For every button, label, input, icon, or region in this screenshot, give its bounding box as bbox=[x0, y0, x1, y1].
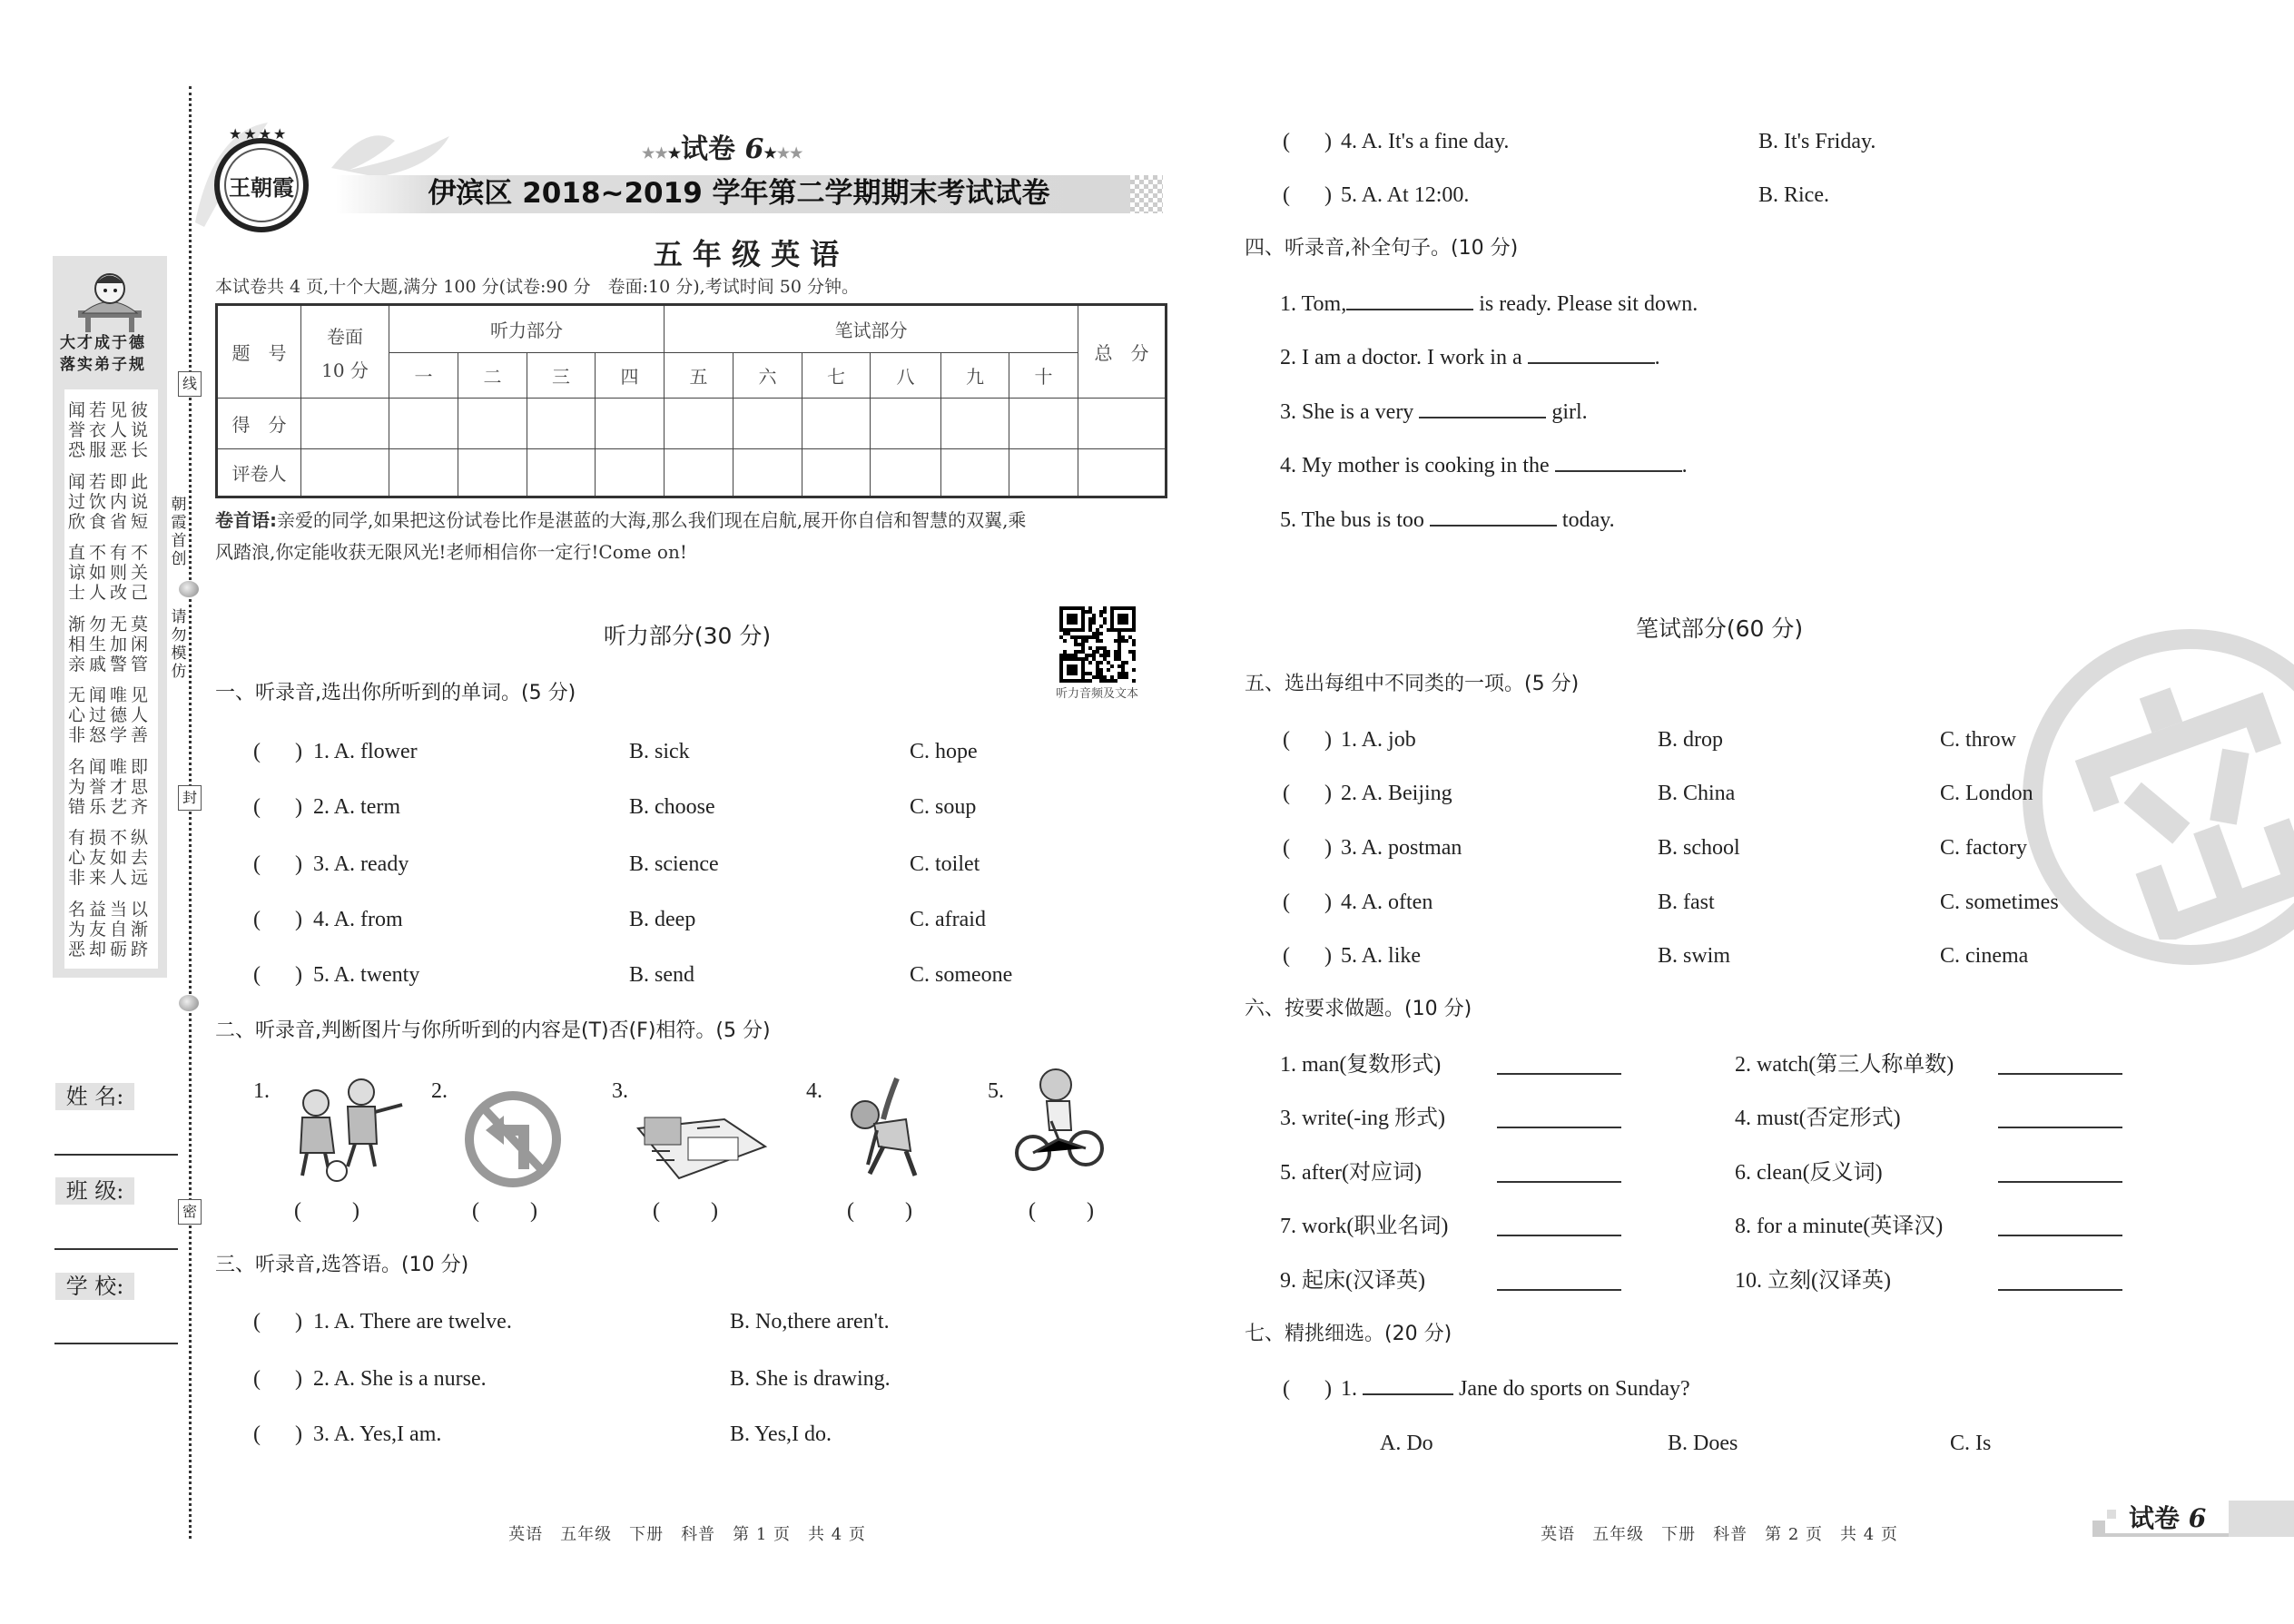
section-5-heading: 五、选出每组中不同类的一项。(5 分) bbox=[1245, 673, 1580, 695]
answer-bracket[interactable]: ( ) bbox=[253, 852, 302, 876]
name-label: 姓 名: bbox=[55, 1083, 134, 1110]
score-cell[interactable] bbox=[458, 399, 527, 449]
poem-line: 誉衣人说 bbox=[68, 420, 153, 440]
sentence-end: is ready. Please sit down. bbox=[1473, 292, 1698, 316]
question-number: 5. bbox=[1341, 183, 1357, 207]
option-c: C. someone bbox=[910, 963, 1013, 987]
poem-stanza bbox=[68, 543, 157, 603]
score-cell[interactable] bbox=[1078, 449, 1167, 497]
star-icon: ★ bbox=[667, 144, 682, 162]
answer-bracket[interactable]: ( ) bbox=[1029, 1199, 1094, 1223]
score-cell[interactable] bbox=[802, 449, 871, 497]
poem-line: 过饮内说 bbox=[68, 491, 153, 512]
option-a: A. ready bbox=[333, 852, 409, 876]
transform-prompt: 6. clean(反义词) bbox=[1735, 1161, 1883, 1185]
column-header: 三 bbox=[527, 353, 596, 399]
question-number: 4. bbox=[313, 908, 330, 931]
section-7-heading: 七、精挑细选。(20 分) bbox=[1245, 1323, 1452, 1345]
section-3-heading: 三、听录音,选答语。(10 分) bbox=[215, 1254, 469, 1276]
option-b: B. It's Friday. bbox=[1758, 130, 1876, 153]
option-c: C. soup bbox=[910, 795, 977, 819]
motto-panel bbox=[53, 256, 167, 978]
score-cell[interactable] bbox=[941, 449, 1009, 497]
poem-line: 欣食省短 bbox=[68, 511, 153, 532]
fill-in-sentence bbox=[1280, 509, 1615, 531]
question-row bbox=[1341, 837, 1462, 859]
poem-line: 相生加闲 bbox=[68, 634, 153, 655]
score-cell[interactable] bbox=[941, 399, 1009, 449]
score-cell[interactable] bbox=[1009, 399, 1078, 449]
poem-line: 闻若见彼 bbox=[68, 400, 153, 420]
paper-number-value: 6 bbox=[744, 133, 764, 165]
question-number: 3. bbox=[313, 1422, 330, 1446]
seal-mark-secret: 密 bbox=[178, 1199, 202, 1225]
footer-page-1: 英语 五年级 下册 科普 第 1 页 共 4 页 bbox=[508, 1525, 866, 1544]
column-header: 一 bbox=[389, 353, 458, 399]
column-header: 八 bbox=[871, 353, 941, 399]
row-label: 评卷人 bbox=[217, 449, 301, 497]
option-a: A. At 12:00. bbox=[1361, 183, 1470, 207]
subject-title: 五 年 级 英 语 bbox=[653, 237, 840, 271]
poem-line: 为友自渐 bbox=[68, 919, 153, 940]
question-number: 4. bbox=[1341, 130, 1357, 153]
fill-in-sentence bbox=[1280, 293, 1698, 315]
answer-bracket[interactable]: ( ) bbox=[1283, 836, 1332, 860]
poem-stanza bbox=[68, 472, 157, 532]
answer-bracket[interactable]: ( ) bbox=[253, 908, 302, 931]
option-b: B. send bbox=[629, 963, 694, 987]
boy-riding-bike-icon bbox=[1015, 1067, 1106, 1180]
transform-prompt: 2. watch(第三人称单数) bbox=[1735, 1053, 1954, 1077]
banner-checker bbox=[1130, 175, 1163, 213]
score-cell[interactable] bbox=[527, 449, 596, 497]
poem-line: 非怒学善 bbox=[68, 725, 153, 745]
option-a: A. like bbox=[1361, 944, 1422, 968]
column-header: 四 bbox=[596, 353, 665, 399]
option-b: B. science bbox=[629, 852, 719, 876]
section-4-heading: 四、听录音,补全句子。(10 分) bbox=[1245, 237, 1519, 260]
tab-label bbox=[2129, 1503, 2207, 1533]
question-number: 1. bbox=[313, 1310, 330, 1334]
logo-seal bbox=[214, 127, 309, 232]
option-a: A. She is a nurse. bbox=[333, 1367, 487, 1391]
score-cell[interactable] bbox=[389, 449, 458, 497]
question-row bbox=[1341, 945, 1421, 967]
option-c: C. hope bbox=[910, 740, 978, 763]
question-row bbox=[1341, 782, 1452, 804]
tab-label-text: 试卷 bbox=[2129, 1503, 2181, 1533]
question-row bbox=[313, 1423, 441, 1445]
watermark-seal bbox=[2023, 629, 2294, 965]
option-c: C. toilet bbox=[910, 852, 980, 876]
option-a: A. term bbox=[333, 795, 400, 819]
question-row bbox=[313, 853, 409, 875]
option-a: A. There are twelve. bbox=[333, 1310, 512, 1334]
option-b: B. deep bbox=[629, 908, 696, 931]
question-number: 1. bbox=[1341, 1377, 1357, 1401]
score-cell[interactable] bbox=[733, 449, 802, 497]
scholar-mascot-icon bbox=[69, 263, 151, 336]
answer-bracket[interactable]: ( ) bbox=[1283, 891, 1332, 914]
answer-line[interactable] bbox=[1998, 1073, 2122, 1075]
answer-bracket[interactable]: ( ) bbox=[294, 1199, 359, 1223]
poem-line: 名益当以 bbox=[68, 899, 153, 920]
score-cell[interactable] bbox=[527, 399, 596, 449]
poem-line: 恐服恶长 bbox=[68, 440, 153, 460]
sentence-end: girl. bbox=[1546, 400, 1588, 424]
answer-bracket[interactable]: ( ) bbox=[1283, 130, 1332, 153]
poem-line: 谅如则关 bbox=[68, 563, 153, 583]
question-number: 1. bbox=[313, 740, 330, 763]
column-header: 六 bbox=[733, 353, 802, 399]
score-cell[interactable] bbox=[665, 449, 733, 497]
answer-line[interactable] bbox=[1497, 1289, 1621, 1291]
poem-line: 心过德人 bbox=[68, 705, 153, 725]
name-input-line[interactable] bbox=[54, 1154, 178, 1156]
qr-caption: 听力音频及文本 bbox=[1056, 687, 1139, 701]
sentence-end: today. bbox=[1556, 508, 1615, 532]
exam-title: 伊滨区 2018~2019 学年第二学期期末考试试卷 bbox=[428, 177, 1050, 210]
tab-pixel-decoration bbox=[2092, 1521, 2105, 1533]
picture-number: 5. bbox=[988, 1079, 1004, 1103]
sentence-end: . bbox=[1681, 454, 1688, 477]
motto-line: 落实弟子规 bbox=[60, 356, 146, 374]
poem-line: 亲戚警管 bbox=[68, 654, 153, 674]
option-b: B. sick bbox=[629, 740, 690, 763]
answer-blank[interactable] bbox=[1346, 309, 1473, 310]
picture-number: 4. bbox=[806, 1079, 822, 1103]
sentence-start: 3. She is a very bbox=[1280, 400, 1420, 424]
poem-line: 士人改己 bbox=[68, 583, 153, 603]
neatness-points: 10 分 bbox=[321, 359, 369, 381]
city-map-icon bbox=[634, 1092, 770, 1196]
question-row bbox=[1341, 891, 1433, 913]
poem-line: 闻若即此 bbox=[68, 471, 153, 492]
listening-title: 听力部分(30 分) bbox=[603, 623, 772, 649]
question-7-1 bbox=[1341, 1378, 1690, 1400]
question-number: 5. bbox=[1341, 944, 1357, 968]
poem-stanza bbox=[68, 828, 157, 888]
answer-line[interactable] bbox=[1497, 1127, 1621, 1128]
column-header: 二 bbox=[458, 353, 527, 399]
poem-line: 心友如去 bbox=[68, 848, 153, 868]
neatness-label: 卷面 bbox=[327, 325, 363, 348]
tab-number: 6 bbox=[2188, 1503, 2207, 1533]
question-row bbox=[1341, 131, 1509, 153]
question-row bbox=[1341, 184, 1469, 206]
question-row bbox=[313, 796, 400, 818]
option-b: B. choose bbox=[629, 795, 715, 819]
fill-in-sentence bbox=[1280, 401, 1588, 423]
transform-prompt: 3. write(-ing 形式) bbox=[1280, 1107, 1445, 1130]
option-c: C. Is bbox=[1950, 1432, 1992, 1455]
answer-bracket[interactable]: ( ) bbox=[253, 963, 302, 987]
school-label: 学 校: bbox=[55, 1273, 134, 1300]
answer-line[interactable] bbox=[1497, 1235, 1621, 1236]
poem-line: 有损不纵 bbox=[68, 828, 153, 848]
score-row bbox=[217, 399, 1167, 449]
exam-info: 本试卷共 4 页,十个大题,满分 100 分(试卷:90 分 卷面:10 分),考试时间 50 分钟。 bbox=[215, 277, 859, 297]
stars-left-icon: ★★ bbox=[642, 144, 668, 162]
paper-number bbox=[642, 133, 803, 165]
option-b: B. school bbox=[1658, 836, 1740, 860]
sentence-end: . bbox=[1654, 346, 1660, 369]
binding-ring-icon bbox=[179, 581, 199, 597]
column-header: 十 bbox=[1009, 353, 1078, 399]
option-a: A. Do bbox=[1380, 1432, 1433, 1455]
poem-line: 为誉才思 bbox=[68, 776, 153, 797]
transform-prompt: 8. for a minute(英译汉) bbox=[1735, 1215, 1944, 1238]
question-row bbox=[313, 909, 403, 930]
score-cell[interactable] bbox=[802, 399, 871, 449]
preface bbox=[215, 511, 1026, 529]
poem-line: 恶却砺跻 bbox=[68, 939, 153, 960]
score-cell[interactable] bbox=[1078, 399, 1167, 449]
sentence-start: 5. The bus is too bbox=[1280, 508, 1430, 532]
answer-line[interactable] bbox=[1998, 1127, 2122, 1128]
section-1-heading: 一、听录音,选出你所听到的单词。(5 分) bbox=[215, 682, 576, 704]
answer-line[interactable] bbox=[1998, 1289, 2122, 1291]
option-c: C. throw bbox=[1940, 728, 2016, 752]
question-number: 1. bbox=[1341, 728, 1357, 752]
girl-stretching-icon bbox=[833, 1074, 933, 1187]
option-b: B. fast bbox=[1658, 891, 1715, 914]
answer-bracket[interactable]: ( ) bbox=[847, 1199, 912, 1223]
picture-number: 2. bbox=[431, 1079, 448, 1103]
poem-line: 无闻唯见 bbox=[68, 685, 153, 705]
question-number: 4. bbox=[1341, 891, 1357, 914]
picture-number: 1. bbox=[253, 1079, 270, 1103]
answer-blank[interactable] bbox=[1419, 417, 1546, 418]
option-b: B. swim bbox=[1658, 944, 1731, 968]
option-b: B. Does bbox=[1668, 1432, 1738, 1455]
header-neatness bbox=[301, 305, 389, 399]
boys-playing-football-icon bbox=[275, 1076, 411, 1189]
option-b: B. She is drawing. bbox=[730, 1367, 891, 1391]
sentence-start: 4. My mother is cooking in the bbox=[1280, 454, 1555, 477]
poem-stanza bbox=[68, 400, 157, 460]
preface-line1: 亲爱的同学,如果把这份试卷比作是湛蓝的大海,那么我们现在启航,展开你自信和智慧的双翼,乘 bbox=[277, 509, 1027, 531]
paper-label: 试卷 bbox=[681, 133, 736, 165]
score-table bbox=[215, 303, 1167, 498]
question-number: 3. bbox=[313, 852, 330, 876]
answer-bracket[interactable]: ( ) bbox=[253, 740, 302, 763]
school-input-line[interactable] bbox=[54, 1343, 178, 1344]
option-c: C. factory bbox=[1940, 836, 2027, 860]
section-2-heading: 二、听录音,判断图片与你所听到的内容是(T)否(F)相符。(5 分) bbox=[215, 1019, 771, 1042]
option-a: A. job bbox=[1361, 728, 1416, 752]
option-a: A. It's a fine day. bbox=[1361, 130, 1510, 153]
picture-number: 3. bbox=[612, 1079, 628, 1103]
score-cell[interactable] bbox=[301, 399, 389, 449]
option-b: B. China bbox=[1658, 782, 1736, 805]
fill-in-sentence bbox=[1280, 455, 1688, 477]
column-header: 七 bbox=[802, 353, 871, 399]
watermark-secret-glyph-icon bbox=[2061, 667, 2294, 940]
score-cell[interactable] bbox=[733, 399, 802, 449]
score-cell[interactable] bbox=[301, 449, 389, 497]
poem-stanza bbox=[68, 900, 157, 960]
poem-stanza bbox=[68, 685, 157, 745]
sentence-start: 2. I am a doctor. I work in a bbox=[1280, 346, 1528, 369]
class-input-line[interactable] bbox=[54, 1248, 178, 1250]
column-header: 五 bbox=[665, 353, 733, 399]
option-c: C. London bbox=[1940, 782, 2033, 805]
question-row bbox=[313, 741, 418, 763]
answer-bracket[interactable]: ( ) bbox=[472, 1199, 537, 1223]
note-original: 朝霞首创 bbox=[171, 496, 187, 568]
motto-line: 大才成于德 bbox=[60, 334, 146, 352]
option-a: A. Beijing bbox=[1361, 782, 1452, 805]
option-a: A. flower bbox=[333, 740, 418, 763]
answer-bracket[interactable]: ( ) bbox=[1283, 1377, 1332, 1401]
question-row bbox=[1341, 729, 1416, 751]
written-title: 笔试部分(60 分) bbox=[1635, 615, 1804, 642]
option-b: B. Rice. bbox=[1758, 183, 1829, 207]
option-a: A. from bbox=[333, 908, 403, 931]
answer-bracket[interactable]: ( ) bbox=[653, 1199, 718, 1223]
answer-bracket[interactable]: ( ) bbox=[253, 795, 302, 819]
answer-bracket[interactable]: ( ) bbox=[253, 1367, 302, 1391]
option-b: B. No,there aren't. bbox=[730, 1310, 890, 1334]
option-a: A. Yes,I am. bbox=[333, 1422, 442, 1446]
option-b: B. Yes,I do. bbox=[730, 1422, 832, 1446]
poem-line: 错乐艺齐 bbox=[68, 796, 153, 817]
option-c: C. sometimes bbox=[1940, 891, 2059, 914]
transform-prompt: 1. man(复数形式) bbox=[1280, 1053, 1442, 1077]
poem-line: 名闻唯即 bbox=[68, 756, 153, 777]
answer-blank[interactable] bbox=[1555, 470, 1682, 472]
option-a: A. postman bbox=[1361, 836, 1462, 860]
score-cell[interactable] bbox=[1009, 449, 1078, 497]
transform-prompt: 7. work(职业名词) bbox=[1280, 1215, 1449, 1238]
answer-line[interactable] bbox=[1497, 1181, 1621, 1183]
star-icon: ★ bbox=[763, 144, 777, 162]
answer-bracket[interactable]: ( ) bbox=[1283, 944, 1332, 968]
logo-text: 王朝霞 bbox=[229, 173, 294, 201]
answer-line[interactable] bbox=[1998, 1181, 2122, 1183]
header-total: 总 分 bbox=[1078, 305, 1167, 399]
answer-bracket[interactable]: ( ) bbox=[1283, 183, 1332, 207]
preface-line2: 风踏浪,你定能收获无限风光!老师相信你一定行!Come on! bbox=[215, 541, 687, 563]
note-no-copy: 请勿模仿 bbox=[171, 608, 187, 681]
fill-in-sentence bbox=[1280, 347, 1660, 369]
option-c: C. afraid bbox=[910, 908, 986, 931]
answer-bracket[interactable]: ( ) bbox=[253, 1310, 302, 1334]
question-row bbox=[313, 964, 419, 986]
header-listening: 听力部分 bbox=[389, 305, 665, 353]
poem-line: 非来人远 bbox=[68, 868, 153, 888]
score-cell[interactable] bbox=[871, 449, 941, 497]
answer-blank[interactable] bbox=[1363, 1393, 1453, 1395]
answer-blank[interactable] bbox=[1430, 525, 1557, 527]
transform-prompt: 10. 立刻(汉译英) bbox=[1735, 1269, 1891, 1293]
score-cell[interactable] bbox=[665, 399, 733, 449]
no-left-turn-sign-icon bbox=[458, 1083, 567, 1196]
question-number: 3. bbox=[1341, 836, 1357, 860]
answer-bracket[interactable]: ( ) bbox=[1283, 782, 1332, 805]
row-label: 得 分 bbox=[217, 399, 301, 449]
question-row bbox=[313, 1311, 512, 1333]
poem-line: 直不有不 bbox=[68, 543, 153, 563]
score-cell[interactable] bbox=[871, 399, 941, 449]
score-row bbox=[217, 449, 1167, 497]
question-text: Jane do sports on Sunday? bbox=[1453, 1377, 1690, 1401]
question-number: 2. bbox=[1341, 782, 1357, 805]
question-number: 2. bbox=[313, 795, 330, 819]
answer-blank[interactable] bbox=[1528, 362, 1655, 364]
binding-ring-icon bbox=[179, 995, 199, 1011]
question-row bbox=[313, 1368, 487, 1390]
option-b: B. drop bbox=[1658, 728, 1723, 752]
seal-mark-seal: 封 bbox=[178, 785, 202, 811]
score-cell[interactable] bbox=[596, 449, 665, 497]
header-written: 笔试部分 bbox=[665, 305, 1078, 353]
answer-bracket[interactable]: ( ) bbox=[1283, 728, 1332, 752]
sentence-start: 1. Tom, bbox=[1280, 292, 1347, 316]
poem-line: 渐勿无莫 bbox=[68, 614, 153, 635]
transform-prompt: 5. after(对应词) bbox=[1280, 1161, 1422, 1185]
option-a: A. often bbox=[1361, 891, 1433, 914]
score-cell[interactable] bbox=[458, 449, 527, 497]
question-number: 5. bbox=[313, 963, 330, 987]
binding-dotted-line bbox=[189, 86, 192, 1539]
section-6-heading: 六、按要求做题。(10 分) bbox=[1245, 998, 1472, 1020]
option-c: C. cinema bbox=[1940, 944, 2029, 968]
transform-prompt: 9. 起床(汉译英) bbox=[1280, 1269, 1425, 1293]
header-question-no: 题 号 bbox=[217, 305, 301, 399]
score-cell[interactable] bbox=[596, 399, 665, 449]
seal-mark-line: 线 bbox=[178, 371, 202, 397]
column-header: 九 bbox=[941, 353, 1009, 399]
class-label: 班 级: bbox=[55, 1177, 134, 1205]
poem-stanza bbox=[68, 615, 157, 674]
answer-bracket[interactable]: ( ) bbox=[253, 1422, 302, 1446]
logo-stars-icon: ★★★★ bbox=[229, 127, 289, 143]
option-a: A. twenty bbox=[333, 963, 420, 987]
stars-right-icon: ★★ bbox=[776, 144, 803, 162]
qr-code-icon[interactable] bbox=[1058, 606, 1137, 683]
question-number: 2. bbox=[313, 1367, 330, 1391]
poem-stanza bbox=[68, 757, 157, 817]
dizigui-poem bbox=[64, 389, 158, 969]
paper-tab bbox=[2092, 1502, 2294, 1537]
answer-line[interactable] bbox=[1998, 1235, 2122, 1236]
answer-line[interactable] bbox=[1497, 1073, 1621, 1075]
transform-prompt: 4. must(否定形式) bbox=[1735, 1107, 1901, 1130]
preface-label: 卷首语: bbox=[215, 509, 277, 531]
score-cell[interactable] bbox=[389, 399, 458, 449]
footer-page-2: 英语 五年级 下册 科普 第 2 页 共 4 页 bbox=[1541, 1525, 1898, 1544]
